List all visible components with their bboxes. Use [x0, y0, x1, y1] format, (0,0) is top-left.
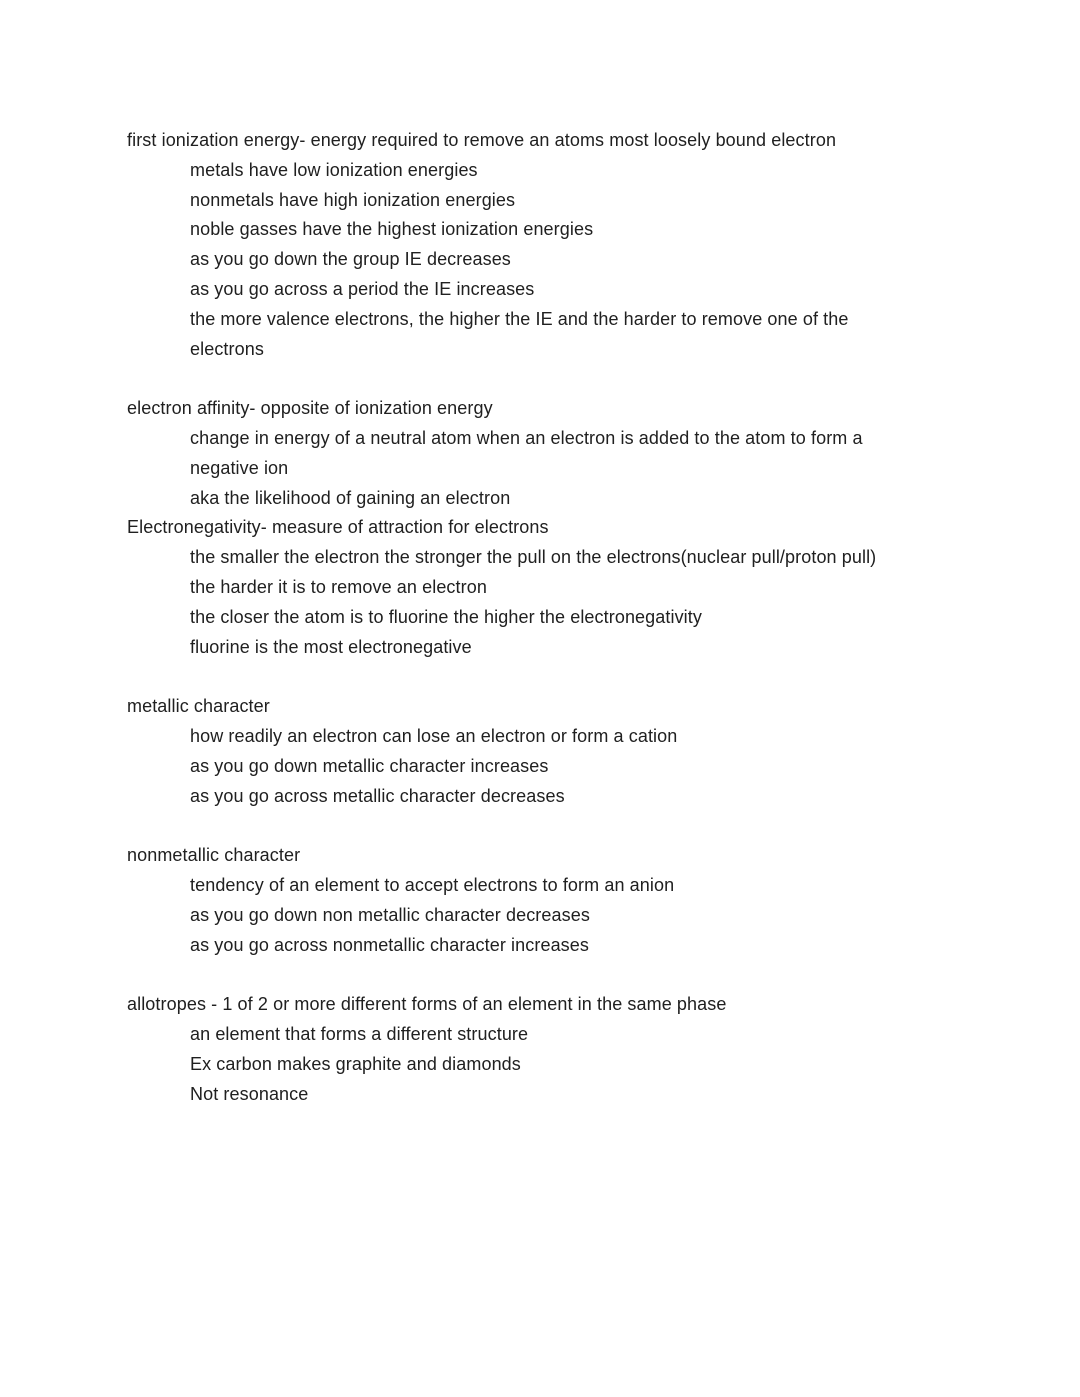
term-line: metallic character: [127, 696, 270, 717]
section-allotropes: [127, 990, 1020, 1109]
detail-line: nonmetals have high ionization energies: [190, 189, 516, 210]
detail-line: the harder it is to remove an electron: [190, 576, 487, 597]
detail-line: an element that forms a different structure: [190, 1023, 529, 1044]
section-nonmetallic-character: [127, 841, 1020, 960]
detail-line: fluorine is the most electronegative: [190, 636, 472, 657]
term-line: electron affinity- opposite of ionization energy: [127, 398, 493, 419]
term-line: Electronegativity- measure of attraction for electrons: [127, 517, 549, 538]
detail-line: how readily an electron can lose an electron or form a cation: [190, 725, 678, 746]
detail-line: negative ion: [190, 457, 289, 478]
detail-line: the closer the atom is to fluorine the higher the electronegativity: [190, 606, 702, 627]
detail-line: Ex carbon makes graphite and diamonds: [190, 1053, 521, 1074]
detail-line: noble gasses have the highest ionization energies: [190, 219, 594, 240]
detail-line: as you go down non metallic character decreases: [190, 904, 590, 925]
detail-line: as you go down the group IE decreases: [190, 249, 511, 270]
section-electron-affinity-electronegativity: [127, 394, 1020, 662]
detail-line: metals have low ionization energies: [190, 159, 478, 180]
detail-line: tendency of an element to accept electrons to form an anion: [190, 874, 675, 895]
detail-line: Not resonance: [190, 1083, 309, 1104]
detail-line: aka the likelihood of gaining an electron: [190, 487, 511, 508]
section-metallic-character: [127, 692, 1020, 811]
detail-line: as you go across nonmetallic character increases: [190, 934, 589, 955]
term-line: allotropes - 1 of 2 or more different forms of an element in the same phase: [127, 994, 727, 1015]
detail-line: electrons: [190, 338, 264, 359]
document-content: [127, 126, 1020, 1109]
section-first-ionization-energy: [127, 126, 1020, 364]
detail-line: change in energy of a neutral atom when an electron is added to the atom to form a: [190, 427, 863, 448]
term-line: first ionization energy- energy required to remove an atoms most loosely bound electron: [127, 130, 837, 150]
detail-line: as you go down metallic character increases: [190, 755, 549, 776]
term-line: nonmetallic character: [127, 845, 301, 866]
detail-line: the more valence electrons, the higher the IE and the harder to remove one of the: [190, 308, 849, 329]
detail-line: as you go across a period the IE increases: [190, 278, 535, 299]
detail-line: the smaller the electron the stronger the pull on the electrons(nuclear pull/proton pull): [190, 547, 877, 568]
detail-line: as you go across metallic character decreases: [190, 785, 565, 806]
